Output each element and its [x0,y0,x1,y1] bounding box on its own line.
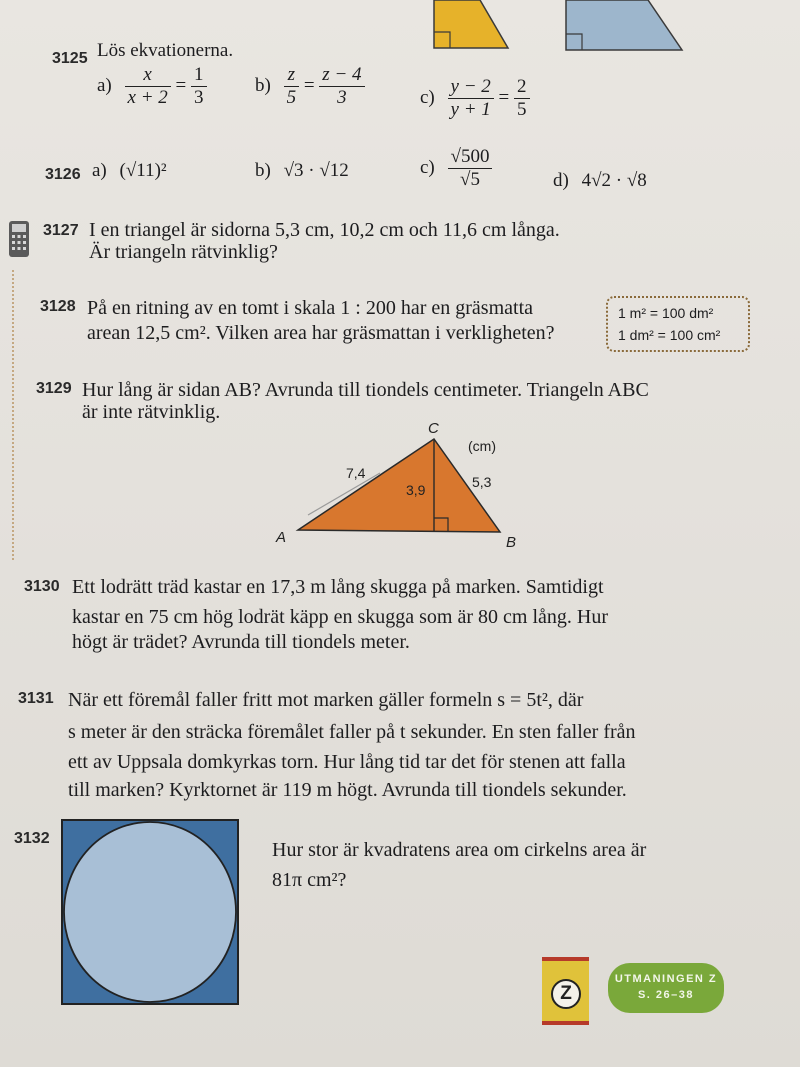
denominator: x + 2 [127,87,168,108]
subproblem-c [420,76,530,121]
problem-text: Hur stor är kvadratens area om cirkelns area är [272,839,647,861]
yellow-triangle-shape [434,0,508,48]
sub-label: a) [97,74,112,96]
problem-number: 3128 [40,298,76,315]
sub-label: c) [420,156,435,178]
problem-text: Är triangeln rätvinklig? [89,241,278,263]
numerator: y − 2 [448,76,494,99]
problem-number: 3131 [18,690,54,707]
problem-text: s meter är den sträcka föremålet faller på t sekunder. En sten faller från [68,721,636,743]
problem-text: När ett föremål faller fritt mot marken gäller formeln s = 5t², där [68,689,584,711]
unit-label: (cm) [468,438,496,454]
expression: √3 · √12 [283,160,349,181]
problem-text: kastar en 75 cm hög lodrät käpp en skugga som är 80 cm lång. Hur [72,606,608,628]
square-circle-figure [60,818,242,1006]
numerator: z [284,64,300,87]
denominator: y + 1 [450,99,491,120]
conversion-line: 1 dm² = 100 cm² [618,327,721,343]
problem-text: Hur lång är sidan AB? Avrunda till tiondels centimeter. Triangeln ABC [82,379,649,401]
sub-label: d) [553,170,569,191]
vertex-label-c: C [428,420,439,437]
subproblem-b [255,64,365,109]
numerator: z − 4 [319,64,364,87]
height-label: 3,9 [406,482,426,498]
subproblem-d [553,170,647,192]
numerator: x [125,64,171,87]
margin-dotted-line [12,270,14,560]
blue-trapezoid-shape [566,0,682,50]
sub-label: b) [255,160,271,181]
z-logo-letter: Z [551,979,581,1009]
challenge-badge[interactable] [608,963,724,1013]
triangle-figure [270,415,540,555]
calculator-icon [8,220,30,258]
side-label-cb: 5,3 [472,474,492,490]
numerator: √500 [448,146,493,169]
conversion-line: 1 m² = 100 dm² [618,305,714,321]
equals-sign: = [303,74,315,96]
sub-label: b) [255,74,271,96]
z-logo [542,957,589,1025]
problem-text: Ett lodrätt träd kastar en 17,3 m lång skugga på marken. Samtidigt [72,576,604,598]
unit-conversion-box [606,296,750,352]
subproblem-c [420,146,492,191]
top-figures [420,0,700,56]
problem-text: till marken? Kyrktornet är 119 m högt. Avrunda till tiondels sekunder. [68,779,627,801]
vertex-label-b: B [506,534,517,551]
equals-sign: = [498,86,510,108]
denominator: √5 [460,169,480,190]
subproblem-a [97,64,207,109]
badge-pages: S. 26–38 [637,989,695,1001]
problem-number: 3132 [14,830,50,847]
problem-prompt: Lös ekvationerna. [97,40,234,61]
equals-sign: = [175,74,187,96]
problem-number: 3130 [24,578,60,595]
badge-title: UTMANINGEN Z [614,973,718,985]
problem-number: 3129 [36,380,72,397]
denominator: 5 [517,99,527,120]
problem-text: arean 12,5 cm². Vilken area har gräsmattan i verkligheten? [87,322,555,344]
problem-text: högt är trädet? Avrunda till tiondels meter. [72,631,410,653]
expression: 4√2 · √8 [581,170,647,191]
denominator: 3 [194,87,204,108]
problem-text: 81π cm²? [272,869,347,891]
problem-number: 3125 [52,50,88,67]
problem-text: På en ritning av en tomt i skala 1 : 200 har en gräsmatta [87,297,533,319]
subproblem-b [255,160,349,182]
expression: (√11)² [119,160,167,181]
sub-label: c) [420,86,435,108]
denominator: 3 [337,87,347,108]
numerator: 2 [514,76,530,99]
side-label-ac: 7,4 [346,465,366,481]
problem-number: 3126 [45,166,81,183]
problem-number: 3127 [43,222,79,239]
vertex-label-a: A [276,529,287,546]
numerator: 1 [191,64,207,87]
denominator: 5 [286,87,297,108]
problem-text: är inte rätvinklig. [82,401,221,423]
problem-text: ett av Uppsala domkyrkas torn. Hur lång tid tar det för stenen att falla [68,751,626,773]
circle-shape [64,822,236,1002]
problem-text: I en triangel är sidorna 5,3 cm, 10,2 cm och 11,6 cm långa. [89,219,560,241]
subproblem-a [92,160,167,182]
sub-label: a) [92,160,107,181]
